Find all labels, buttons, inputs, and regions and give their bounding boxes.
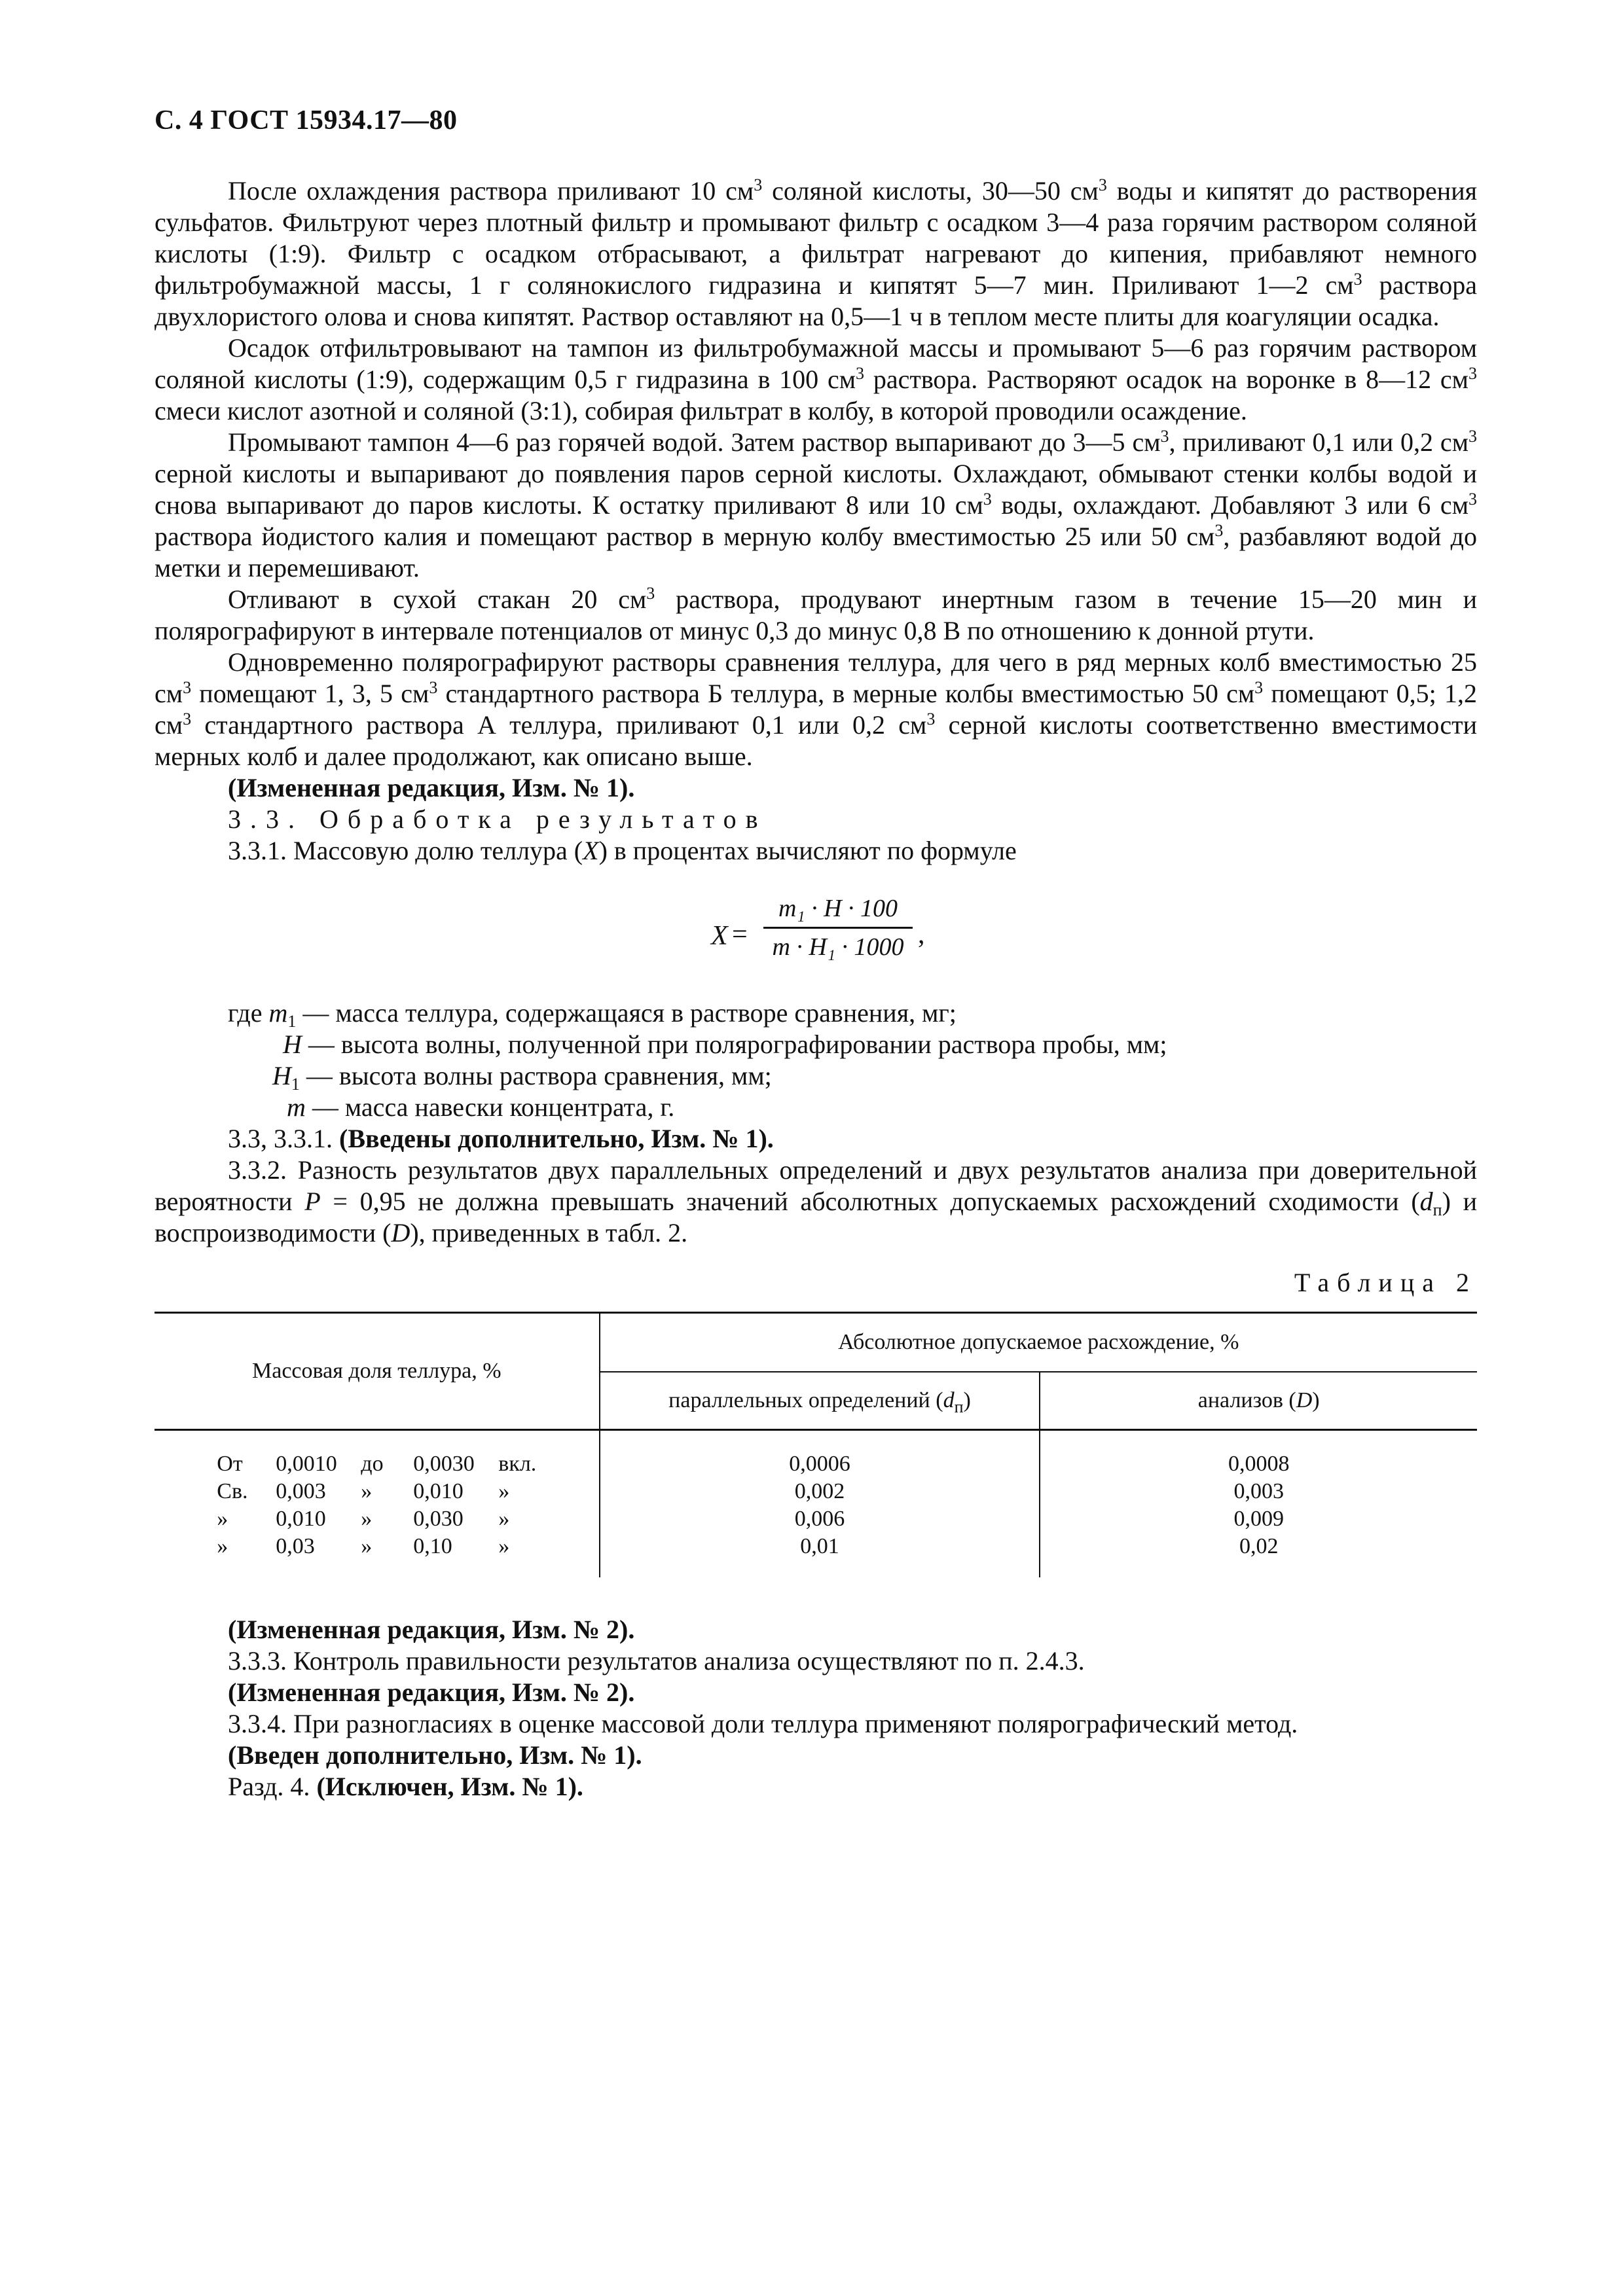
added-note: 3.3, 3.3.1. (Введены дополнительно, Изм. № 1). — [228, 1124, 774, 1153]
formula-comma: , — [918, 920, 925, 950]
footer-notes — [155, 1614, 1477, 1803]
formula — [155, 893, 1477, 977]
range-list — [217, 1450, 536, 1560]
formula-denominator: m · H₁ · 1000 — [772, 933, 904, 961]
where-m: m — масса навески концентрата, г. — [287, 1092, 675, 1122]
section-4-note: Разд. 4. (Исключен, Изм. № 1). — [228, 1772, 583, 1801]
tolerance-table — [155, 1312, 1477, 1577]
header-group: Абсолютное допускаемое расхождение, % — [600, 1313, 1477, 1372]
section-heading: 3.3. Обработка результатов — [228, 804, 767, 834]
table-cell: 0,002 — [794, 1479, 845, 1503]
formula-numerator: m₁ · H · 100 — [778, 895, 898, 922]
column-analysis-values — [1040, 1430, 1477, 1578]
formula-fraction — [763, 893, 913, 963]
table-cell: 0,006 — [794, 1507, 845, 1531]
table-row: От 0,0010 до 0,0030 вкл. — [217, 1452, 537, 1476]
amendment-note: (Измененная редакция, Изм. № 1). — [228, 773, 635, 802]
table-cell: 0,009 — [1233, 1507, 1284, 1531]
table-caption: Таблица 2 — [1294, 1268, 1477, 1297]
fraction-bar — [763, 927, 913, 929]
paragraph-reference-solutions: Одновременно полярографируют растворы сравнения теллура, для чего в ряд мерных колб вместимостью 25 $см^3$ помещают 1, 3, 5 $см^3$ стандартного раствора Б теллура, в мерные колбы вместимостью 50 $см^3$ помещают 0,5; 1,2 $см^3$ стандартного раствора А теллура, приливают 0,1 или 0,2 $см^3$ серной кислоты соответственно вместимости мерных колб и далее продолжают, как описано выше. — [155, 647, 1478, 771]
clause-3-3-2: 3.3.2. Разность результатов двух параллельных определений и двух результатов анализа при доверительной вероятности P = 0,95 не должна превышать значений абсолютных допускаемых расхождений сходимости $(d_п)$ и воспроизводимости (D), приведенных в табл. 2. — [155, 1155, 1477, 1247]
paragraph-washing: Промывают тампон 4—6 раз горячей водой. Затем раствор выпаривают до 3—5 $см^3$, приливают 0,1 или 0,2 $см^3$ серной кислоты и выпаривают до появления паров серной кислоты. Охлаждают, обмывают стенки колбы водой и снова выпаривают до паров кислоты. К остатку приливают 8 или 10 $см^3$ воды, охлаждают. Добавляют 3 или 6 $см^3$ раствора йодистого калия и помещают раствор в мерную колбу вместимостью 25 или 50 $см^3$, разбавляют водой до метки и перемешивают. — [155, 427, 1478, 583]
table-cell: 0,003 — [1233, 1479, 1284, 1503]
table-cell: 0,02 — [1239, 1534, 1279, 1558]
where-h1: $H_1$ — высота волны раствора сравнения, мм; — [272, 1061, 772, 1094]
header-parallel: параллельных определений $(d_п)$ — [600, 1372, 1040, 1430]
amendment-note: (Измененная редакция, Изм. № 2). — [228, 1677, 635, 1707]
added-note: (Введен дополнительно, Изм. № 1). — [228, 1740, 642, 1770]
formula-equals: = — [732, 920, 748, 950]
paragraph-cooling: После охлаждения раствора приливают 10 $см^3$ соляной кислоты, 30—50 $см^3$ воды и кипятят до растворения сульфатов. Фильтруют через плотный фильтр и промывают фильтр с осадком 3—4 раза горячим раствором соляной кислоты (1:9). Фильтр с осадком отбрасывают, а фильтрат нагревают до кипения, прибавляют немного фильтробумажной массы, 1 г солянокислого гидразина и кипятят 5—7 мин. Приливают 1—2 $см^3$ раствора двухлористого олова и снова кипятят. Раствор оставляют на 0,5—1 ч в теплом месте плиты для коагуляции осадка. — [155, 175, 1477, 331]
clause-3-3-4: 3.3.4. При разногласиях в оценке массовой доли теллура применяют полярографический метод. — [228, 1709, 1298, 1738]
formula-lhs: X — [711, 921, 728, 951]
header-mass-fraction: Массовая доля теллура, % — [155, 1313, 600, 1430]
running-head: С. 4 ГОСТ 15934.17—80 — [155, 105, 458, 135]
where-m1: где $m_1$ — масса теллура, содержащаяся в растворе сравнения, мг; — [228, 998, 957, 1031]
clause-3-3-3: 3.3.3. Контроль правильности результатов анализа осуществляют по п. 2.4.3. — [228, 1646, 1085, 1676]
table-cell: 0,0008 — [1228, 1452, 1290, 1476]
header-analyses: анализов (D) — [1040, 1372, 1477, 1430]
amendment-note: (Измененная редакция, Изм. № 2). — [228, 1615, 635, 1644]
paragraph-filtering: Осадок отфильтровывают на тампон из фильтробумажной массы и промывают 5—6 раз горячим раствором соляной кислоты (1:9), содержащим 0,5 г гидразина в 100 $см^3$ раствора. Растворяют осадок на воронке в 8—12 $см^3$ смеси кислот азотной и соляной (3:1), собирая фильтрат в колбу, в которой проводили осаждение. — [155, 333, 1477, 425]
document-body — [155, 175, 1477, 1803]
column-parallel-values — [600, 1430, 1040, 1578]
where-h: H — высота волны, полученной при полярографировании раствора пробы, мм; — [283, 1030, 1167, 1059]
table-cell: 0,01 — [800, 1534, 839, 1558]
table-row: » 0,03 » 0,10 » — [217, 1534, 510, 1558]
paragraph-polarography: Отливают в сухой стакан 20 $см^3$ раствора, продувают инертным газом в течение 15—20 мин и полярографируют в интервале потенциалов от минус 0,3 до минус 0,8 В по отношению к донной ртути. — [155, 584, 1477, 645]
table-row: Св. 0,003 » 0,010 » — [217, 1479, 510, 1503]
table-row: » 0,010 » 0,030 » — [217, 1507, 510, 1531]
clause-3-3-1: 3.3.1. Массовую долю теллура (X) в процентах вычисляют по формуле — [228, 836, 1017, 865]
table-cell: 0,0006 — [789, 1452, 850, 1476]
column-ranges — [155, 1430, 600, 1578]
